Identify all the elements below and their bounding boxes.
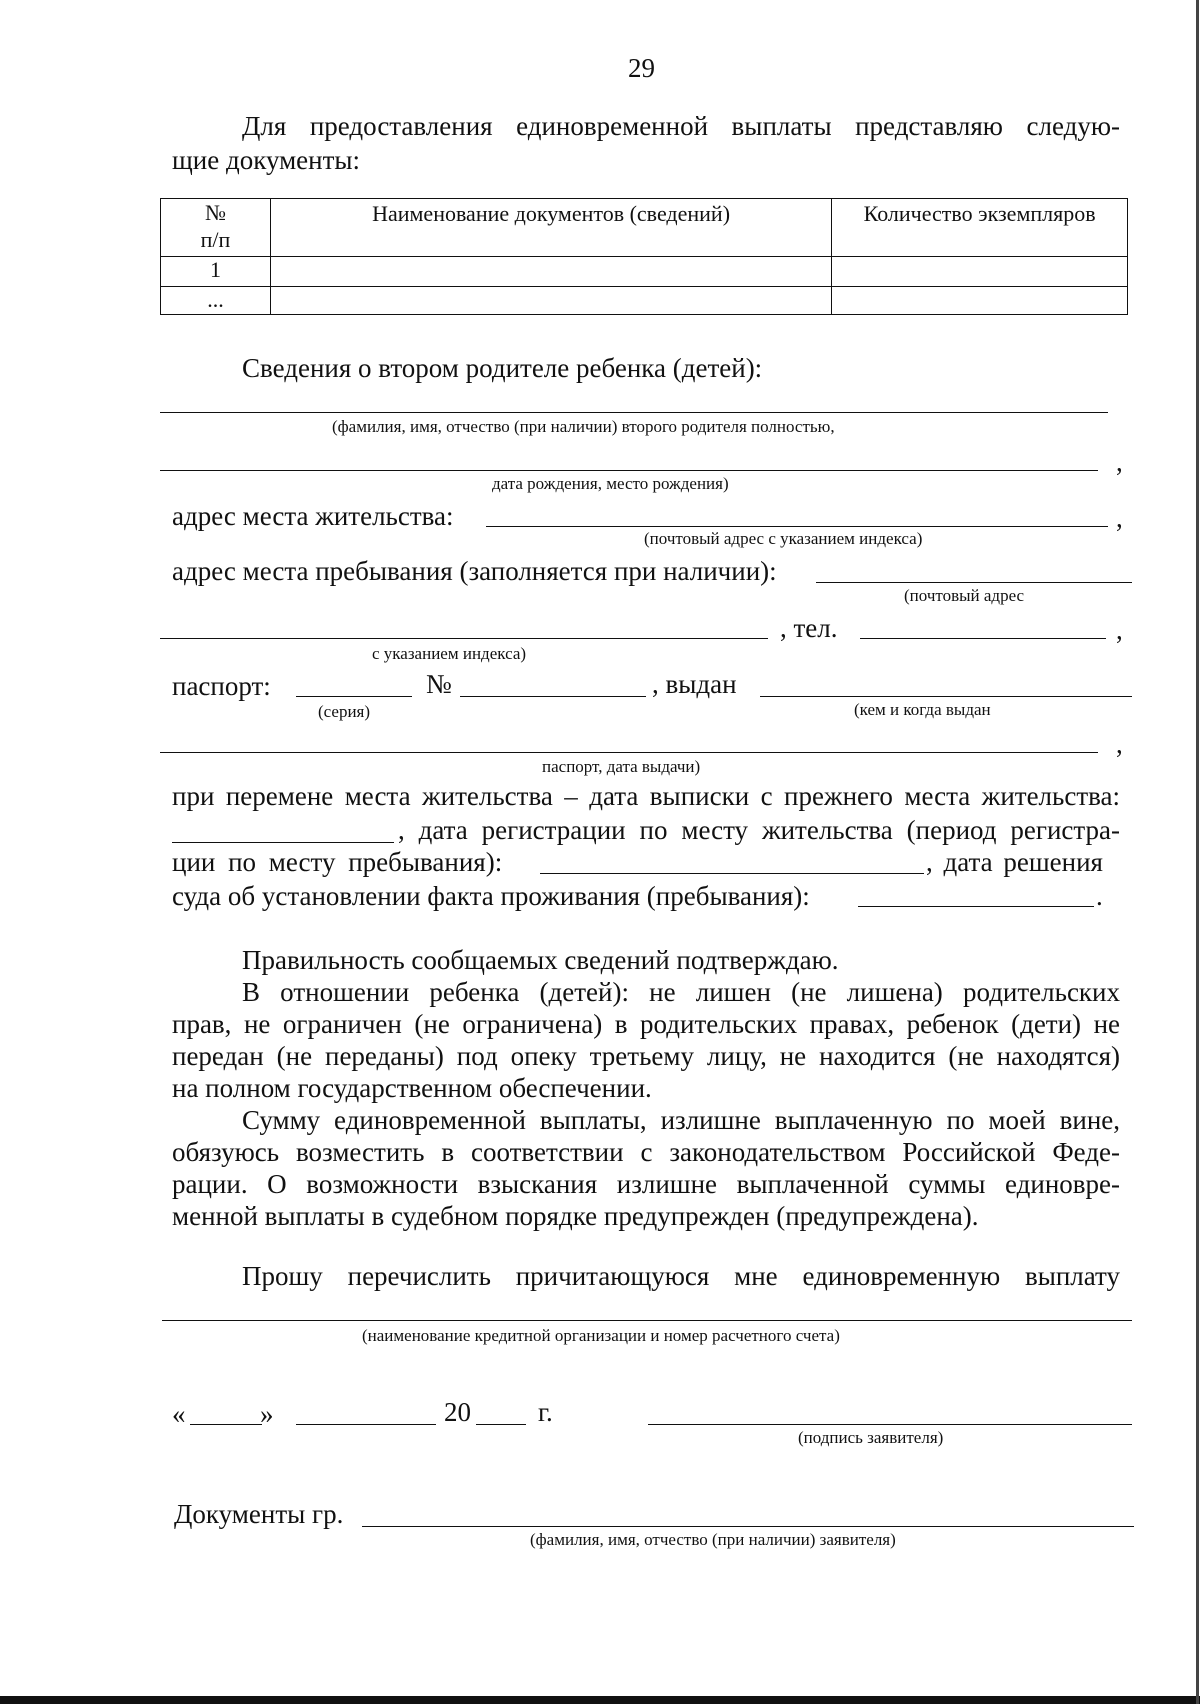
second-parent-fio-field[interactable]	[160, 412, 1108, 413]
move-line-3a: ции по месту пребывания):	[172, 847, 503, 877]
year-field[interactable]	[476, 1424, 526, 1425]
hint-bank: (наименование кредитной организации и номер расчетного счета)	[362, 1326, 840, 1345]
declaration-p1: Правильность сообщаемых сведений подтверждаю.	[242, 945, 839, 975]
second-parent-heading: Сведения о втором родителе ребенка (детей):	[242, 353, 763, 383]
passport-label: паспорт:	[172, 671, 271, 701]
header-number-sign: №	[204, 200, 226, 225]
comma: ,	[1116, 447, 1123, 477]
hint-series: (серия)	[318, 702, 371, 721]
phone-field[interactable]	[860, 638, 1106, 639]
payment-request: Прошу перечислить причитающуюся мне единовременную выплату	[242, 1261, 1120, 1291]
comma: ,	[1116, 615, 1123, 645]
signature-field[interactable]	[648, 1424, 1132, 1425]
stay-address-continued-field[interactable]	[160, 638, 768, 639]
quote-close: »	[260, 1399, 274, 1429]
declaration-p2-line-2: прав, не ограничен (не ограничена) в родительских правах, ребенок (дети) не	[172, 1009, 1120, 1039]
declaration-p3-line-2: обязуюсь возместить в соответствии с законодательством Российской Феде-	[172, 1137, 1120, 1167]
number-sign: №	[426, 669, 452, 699]
bank-account-field[interactable]	[162, 1320, 1132, 1321]
comma: ,	[1116, 729, 1123, 759]
residence-address-field[interactable]	[486, 526, 1108, 527]
documents-from-label: Документы гр.	[174, 1499, 344, 1529]
period: .	[1096, 881, 1103, 911]
table-row	[161, 257, 1128, 287]
passport-issued-continued-field[interactable]	[160, 752, 1098, 753]
stay-label: адрес места пребывания (заполняется при наличии):	[172, 556, 777, 586]
applicant-fio-field[interactable]	[362, 1526, 1134, 1527]
year-suffix: г.	[538, 1397, 553, 1427]
passport-issued-by-field[interactable]	[760, 696, 1132, 697]
documents-table	[160, 198, 1128, 315]
declaration-p2-line-4: на полном государственном обеспечении.	[172, 1073, 652, 1103]
header-document-name: Наименование документов (сведений)	[270, 199, 831, 257]
passport-number-field[interactable]	[460, 696, 646, 697]
table-cell-copies[interactable]	[832, 257, 1128, 287]
page-number: 29	[628, 53, 655, 83]
header-number	[161, 199, 271, 257]
move-line-1: при перемене места жительства – дата выписки с прежнего места жительства:	[172, 781, 1120, 811]
stay-address-field[interactable]	[816, 582, 1132, 583]
month-field[interactable]	[296, 1424, 436, 1425]
table-row	[161, 287, 1128, 315]
year-prefix: 20	[444, 1397, 471, 1427]
comma: ,	[1116, 503, 1123, 533]
table-cell-document[interactable]	[270, 257, 831, 287]
hint-birth: дата рождения, место рождения)	[492, 474, 729, 493]
residence-label: адрес места жительства:	[172, 501, 454, 531]
hint-fio: (фамилия, имя, отчество (при наличии) второго родителя полностью,	[332, 417, 835, 436]
second-parent-birth-field[interactable]	[160, 470, 1098, 471]
quote-open: «	[172, 1399, 186, 1429]
table-header-row	[161, 199, 1128, 257]
hint-signature: (подпись заявителя)	[798, 1428, 944, 1447]
issued-label: , выдан	[652, 669, 737, 699]
move-line-3b: , дата решения	[926, 847, 1103, 877]
header-number-pp: п/п	[200, 227, 231, 252]
intro-line-2: щие документы:	[172, 145, 361, 175]
table-cell-copies[interactable]	[832, 287, 1128, 315]
hint-index: с указанием индекса)	[372, 644, 527, 663]
hint-postal: (почтовый адрес с указанием индекса)	[644, 529, 923, 548]
move-line-2: , дата регистрации по месту жительства (период регистра-	[398, 815, 1120, 845]
hint-applicant-fio: (фамилия, имя, отчество (при наличии) заявителя)	[530, 1530, 896, 1549]
declaration-p2-line-3: передан (не переданы) под опеку третьему лицу, не находится (не находятся)	[172, 1041, 1120, 1071]
tel-label: , тел.	[780, 613, 838, 643]
stay-registration-period-field[interactable]	[540, 873, 924, 874]
table-row-number: 1	[161, 257, 271, 287]
move-line-4: суда об установлении факта проживания (пребывания):	[172, 881, 810, 911]
court-decision-date-field[interactable]	[858, 906, 1094, 907]
day-field[interactable]	[190, 1424, 262, 1425]
table-cell-document[interactable]	[270, 287, 831, 315]
declaration-p2-line-1: В отношении ребенка (детей): не лишен (не лишена) родительских	[242, 977, 1120, 1007]
table-row-number: ...	[161, 287, 271, 315]
scan-border-bottom	[0, 1696, 1200, 1704]
deregistration-date-field[interactable]	[172, 842, 394, 843]
header-copies-count: Количество экземпляров	[832, 199, 1128, 257]
declaration-p3-line-4: менной выплаты в судебном порядке предупрежден (предупреждена).	[172, 1201, 979, 1231]
declaration-p3-line-1: Сумму единовременной выплаты, излишне выплаченную по моей вине,	[242, 1105, 1120, 1135]
intro-line-1: Для предоставления единовременной выплаты представляю следую-	[242, 111, 1120, 141]
hint-passport-date: паспорт, дата выдачи)	[542, 757, 701, 776]
hint-postal-short: (почтовый адрес	[904, 586, 1025, 605]
passport-series-field[interactable]	[296, 696, 412, 697]
scan-border-right	[1196, 0, 1199, 1704]
hint-issued-by: (кем и когда выдан	[854, 700, 991, 719]
declaration-p3-line-3: рации. О возможности взыскания излишне выплаченной суммы единовре-	[172, 1169, 1120, 1199]
